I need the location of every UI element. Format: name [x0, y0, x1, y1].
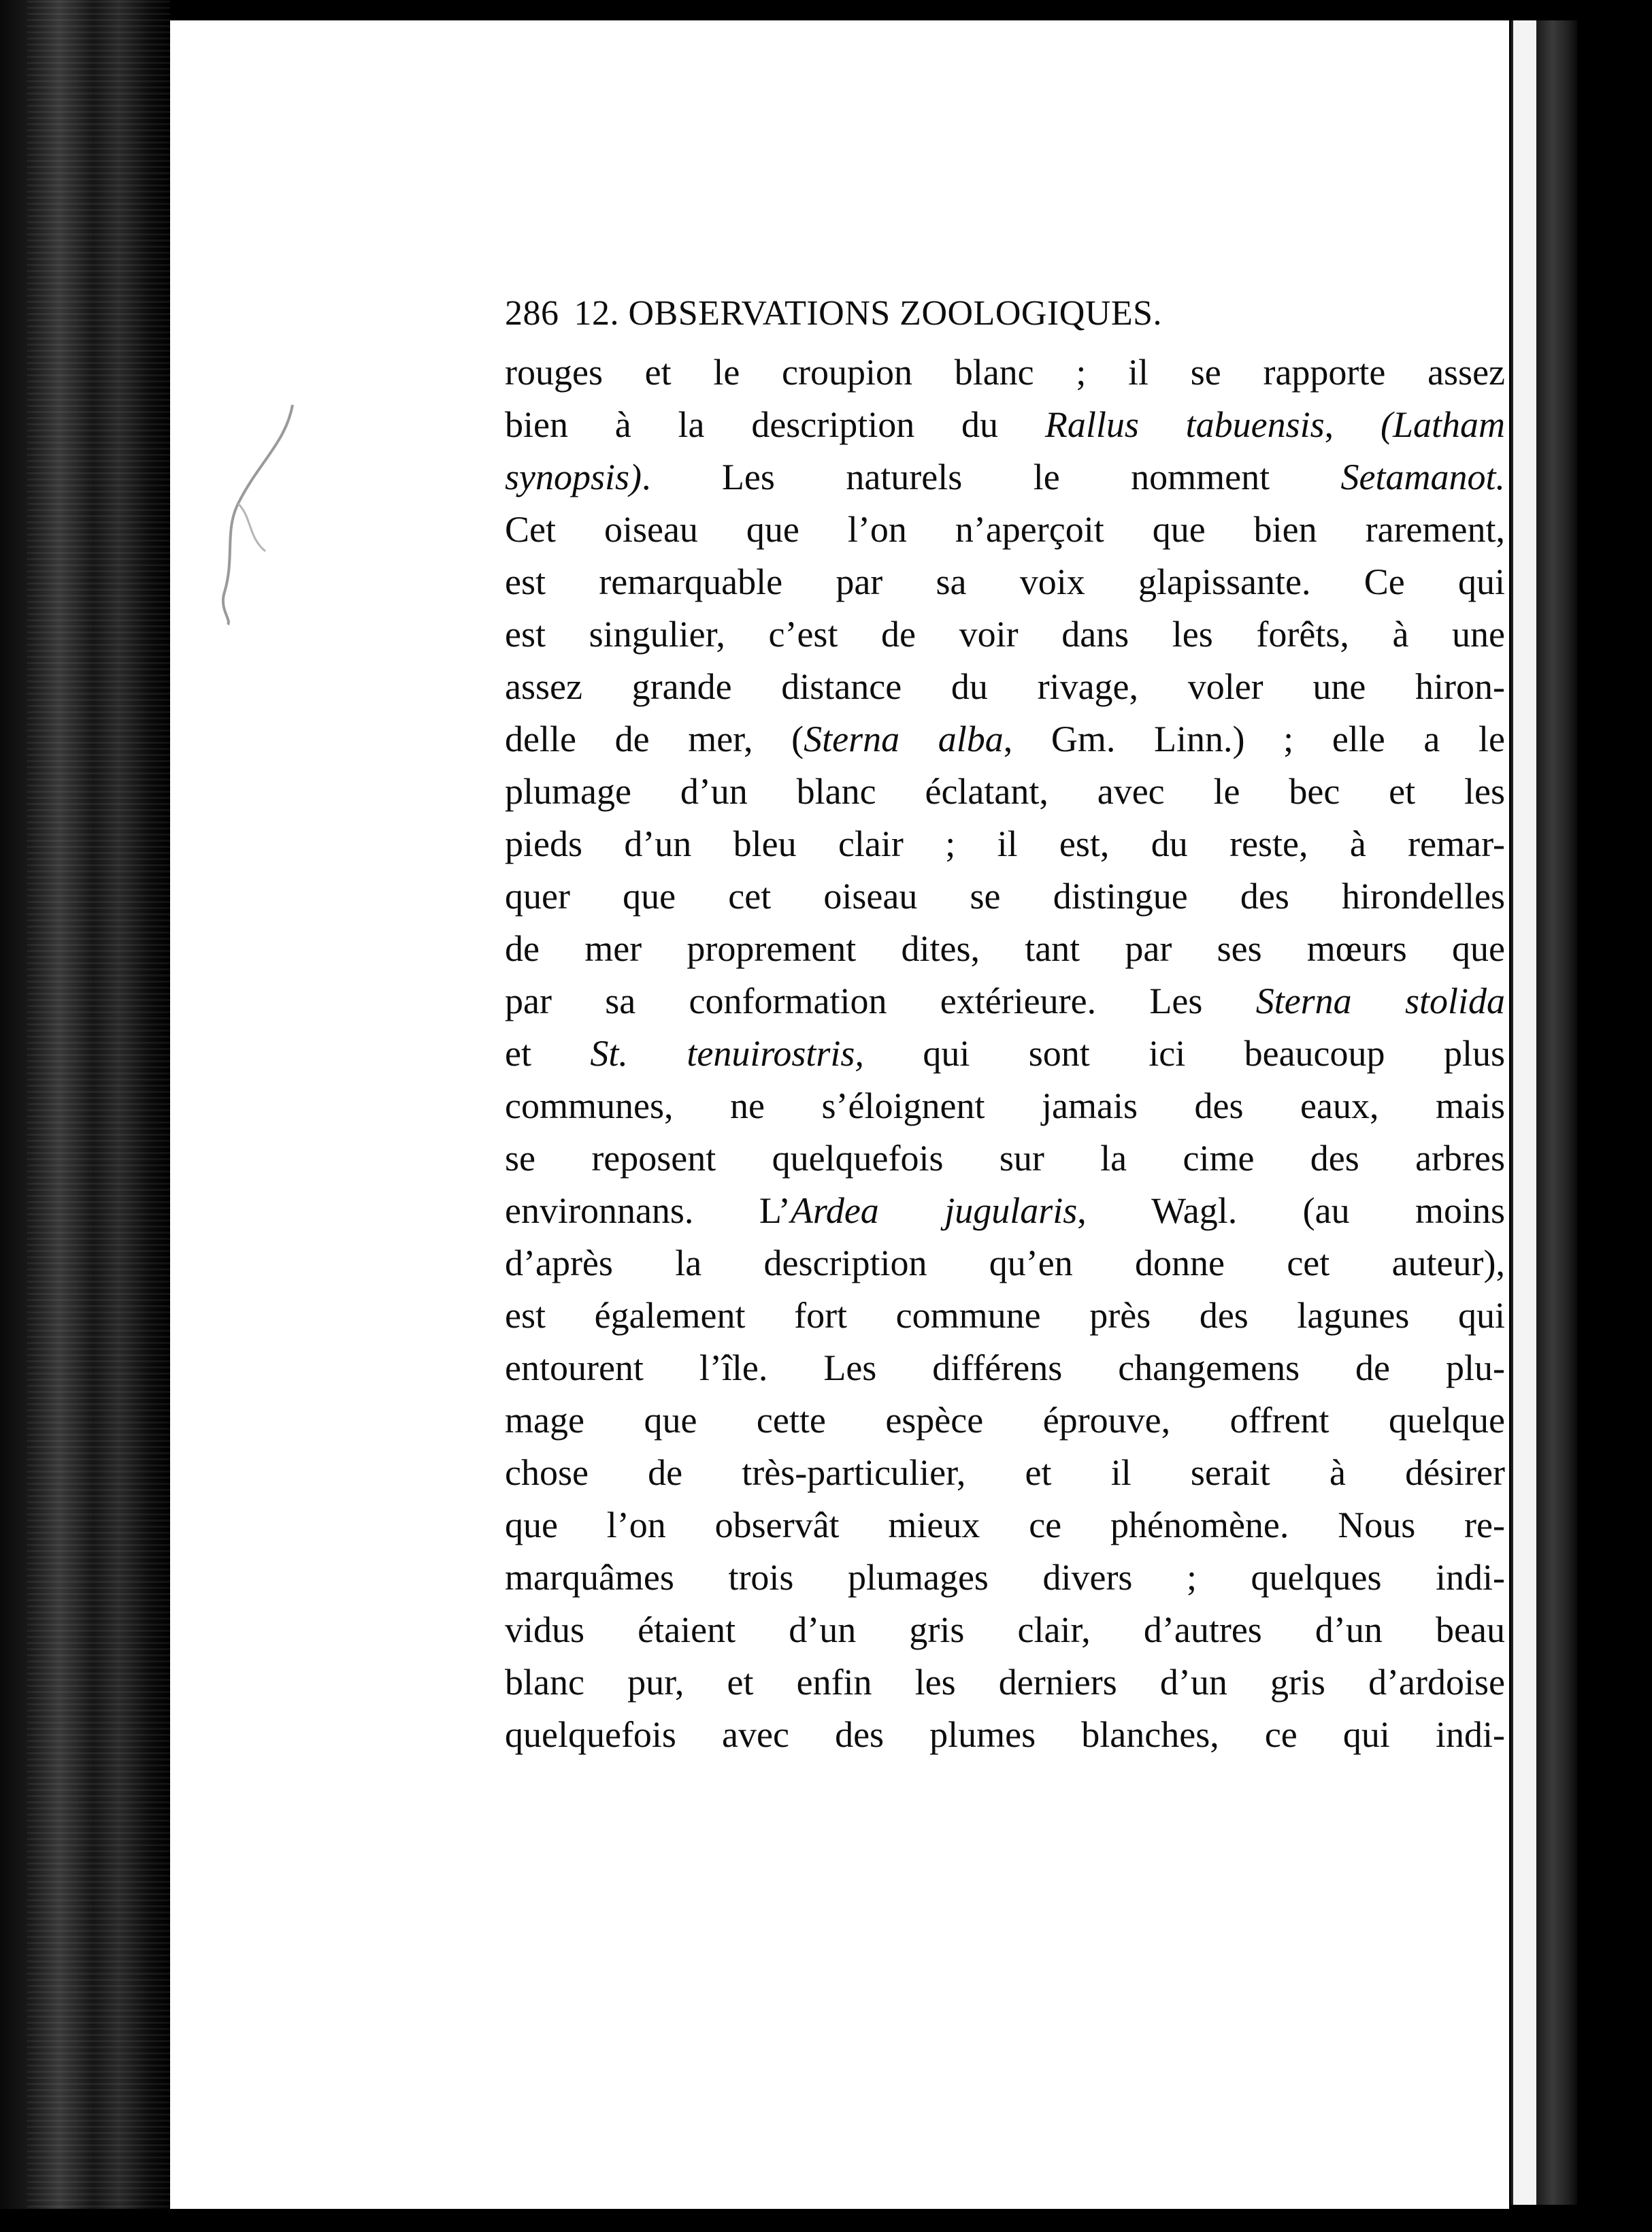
- text-line: [505, 870, 1505, 923]
- text-run: . Les naturels le nomment: [642, 457, 1341, 497]
- text-line: [505, 399, 1505, 451]
- text-run: qui sont ici beaucoup plus: [863, 1033, 1505, 1074]
- text-line: [505, 556, 1505, 608]
- spine-texture: [27, 0, 170, 2232]
- text-run: quelquefois avec des plumes blanches, ce qui indi-: [505, 1714, 1505, 1755]
- text-run: par sa conformation extérieure. Les: [505, 981, 1256, 1021]
- text-line: [505, 1290, 1505, 1342]
- text-run: chose de très-particulier, et il serait à désirer: [505, 1452, 1505, 1493]
- text-run: blanc pur, et enfin les derniers d’un gris d’ardoise: [505, 1662, 1505, 1703]
- text-line: [505, 451, 1505, 504]
- text-line: [505, 818, 1505, 870]
- text-line: [505, 661, 1505, 713]
- italic-text: synopsis): [505, 457, 642, 497]
- text-line: [505, 1447, 1505, 1499]
- text-run: communes, ne s’éloignent jamais des eaux, mais: [505, 1085, 1505, 1126]
- text-line: [505, 713, 1505, 766]
- text-run: que l’on observât mieux ce phénomène. Nous re-: [505, 1505, 1505, 1545]
- next-page-edge: [1511, 20, 1536, 2205]
- text-run: pieds d’un bleu clair ; il est, du reste, à remar-: [505, 823, 1505, 864]
- book-page: [170, 20, 1509, 2209]
- italic-text: Setamanot.: [1340, 457, 1505, 497]
- text-run: rouges et le croupion blanc ; il se rapporte assez: [505, 352, 1505, 393]
- running-title: 12. OBSERVATIONS ZOOLOGIQUES.: [574, 294, 1163, 333]
- text-line: [505, 1132, 1505, 1185]
- text-run: entourent l’île. Les différens changemens de plu-: [505, 1347, 1505, 1388]
- italic-text: Rallus tabuensis: [1044, 404, 1325, 445]
- text-run: et: [505, 1033, 591, 1074]
- text-run: assez grande distance du rivage, voler une hiron-: [505, 666, 1505, 707]
- scan-top-border: [0, 0, 1652, 20]
- text-line: [505, 504, 1505, 556]
- body-text: [505, 346, 1505, 1761]
- text-run: , Gm. Linn.) ; elle a le: [1003, 719, 1505, 759]
- page-number: 286: [505, 294, 559, 333]
- text-run: plumage d’un blanc éclatant, avec le bec et les: [505, 771, 1505, 812]
- text-run: est remarquable par sa voix glapissante. Ce qui: [505, 561, 1505, 602]
- text-line: [505, 923, 1505, 975]
- text-line: [505, 975, 1505, 1028]
- text-run: marquâmes trois plumages divers ; quelques indi-: [505, 1557, 1505, 1598]
- scan-bottom-border: [0, 2209, 1652, 2232]
- stray-thread-mark: [211, 401, 306, 626]
- text-line: [505, 1604, 1505, 1656]
- text-run: se reposent quelquefois sur la cime des arbres: [505, 1138, 1505, 1179]
- italic-text: Sterna alba: [804, 719, 1004, 759]
- text-run: environnans. L’: [505, 1190, 791, 1231]
- text-run: est également fort commune près des lagunes qui: [505, 1295, 1505, 1336]
- text-run: d’après la description qu’en donne cet auteur),: [505, 1243, 1505, 1283]
- text-line: [505, 1342, 1505, 1394]
- text-run: ,: [1324, 404, 1381, 445]
- text-line: [505, 346, 1505, 399]
- text-run: de mer proprement dites, tant par ses mœurs que: [505, 928, 1505, 969]
- text-run: delle de mer, (: [505, 719, 804, 759]
- italic-text: Ardea jugularis: [790, 1190, 1078, 1231]
- text-line: [505, 1080, 1505, 1132]
- text-run: quer que cet oiseau se distingue des hirondelles: [505, 876, 1505, 917]
- text-run: est singulier, c’est de voir dans les forêts, à une: [505, 614, 1505, 655]
- text-line: [505, 1394, 1505, 1447]
- text-line: [505, 1709, 1505, 1761]
- text-line: [505, 1185, 1505, 1237]
- text-run: vidus étaient d’un gris clair, d’autres d’un beau: [505, 1609, 1505, 1650]
- text-run: bien à la description du: [505, 404, 1045, 445]
- text-line: [505, 1656, 1505, 1709]
- italic-text: St. tenuirostris,: [590, 1033, 864, 1074]
- text-run: mage que cette espèce éprouve, offrent quelque: [505, 1400, 1505, 1441]
- text-line: [505, 1552, 1505, 1604]
- text-line: [505, 1499, 1505, 1552]
- text-line: [505, 1028, 1505, 1080]
- next-page-shadow: [1536, 20, 1577, 2205]
- text-line: [505, 608, 1505, 661]
- text-run: Cet oiseau que l’on n’aperçoit que bien rarement,: [505, 509, 1505, 550]
- text-run: , Wagl. (au moins: [1077, 1190, 1505, 1231]
- text-column: [505, 289, 1505, 1761]
- italic-text: (Latham: [1380, 404, 1505, 445]
- running-head: [505, 289, 1505, 346]
- text-line: [505, 766, 1505, 818]
- text-line: [505, 1237, 1505, 1290]
- italic-text: Sterna stolida: [1255, 981, 1505, 1021]
